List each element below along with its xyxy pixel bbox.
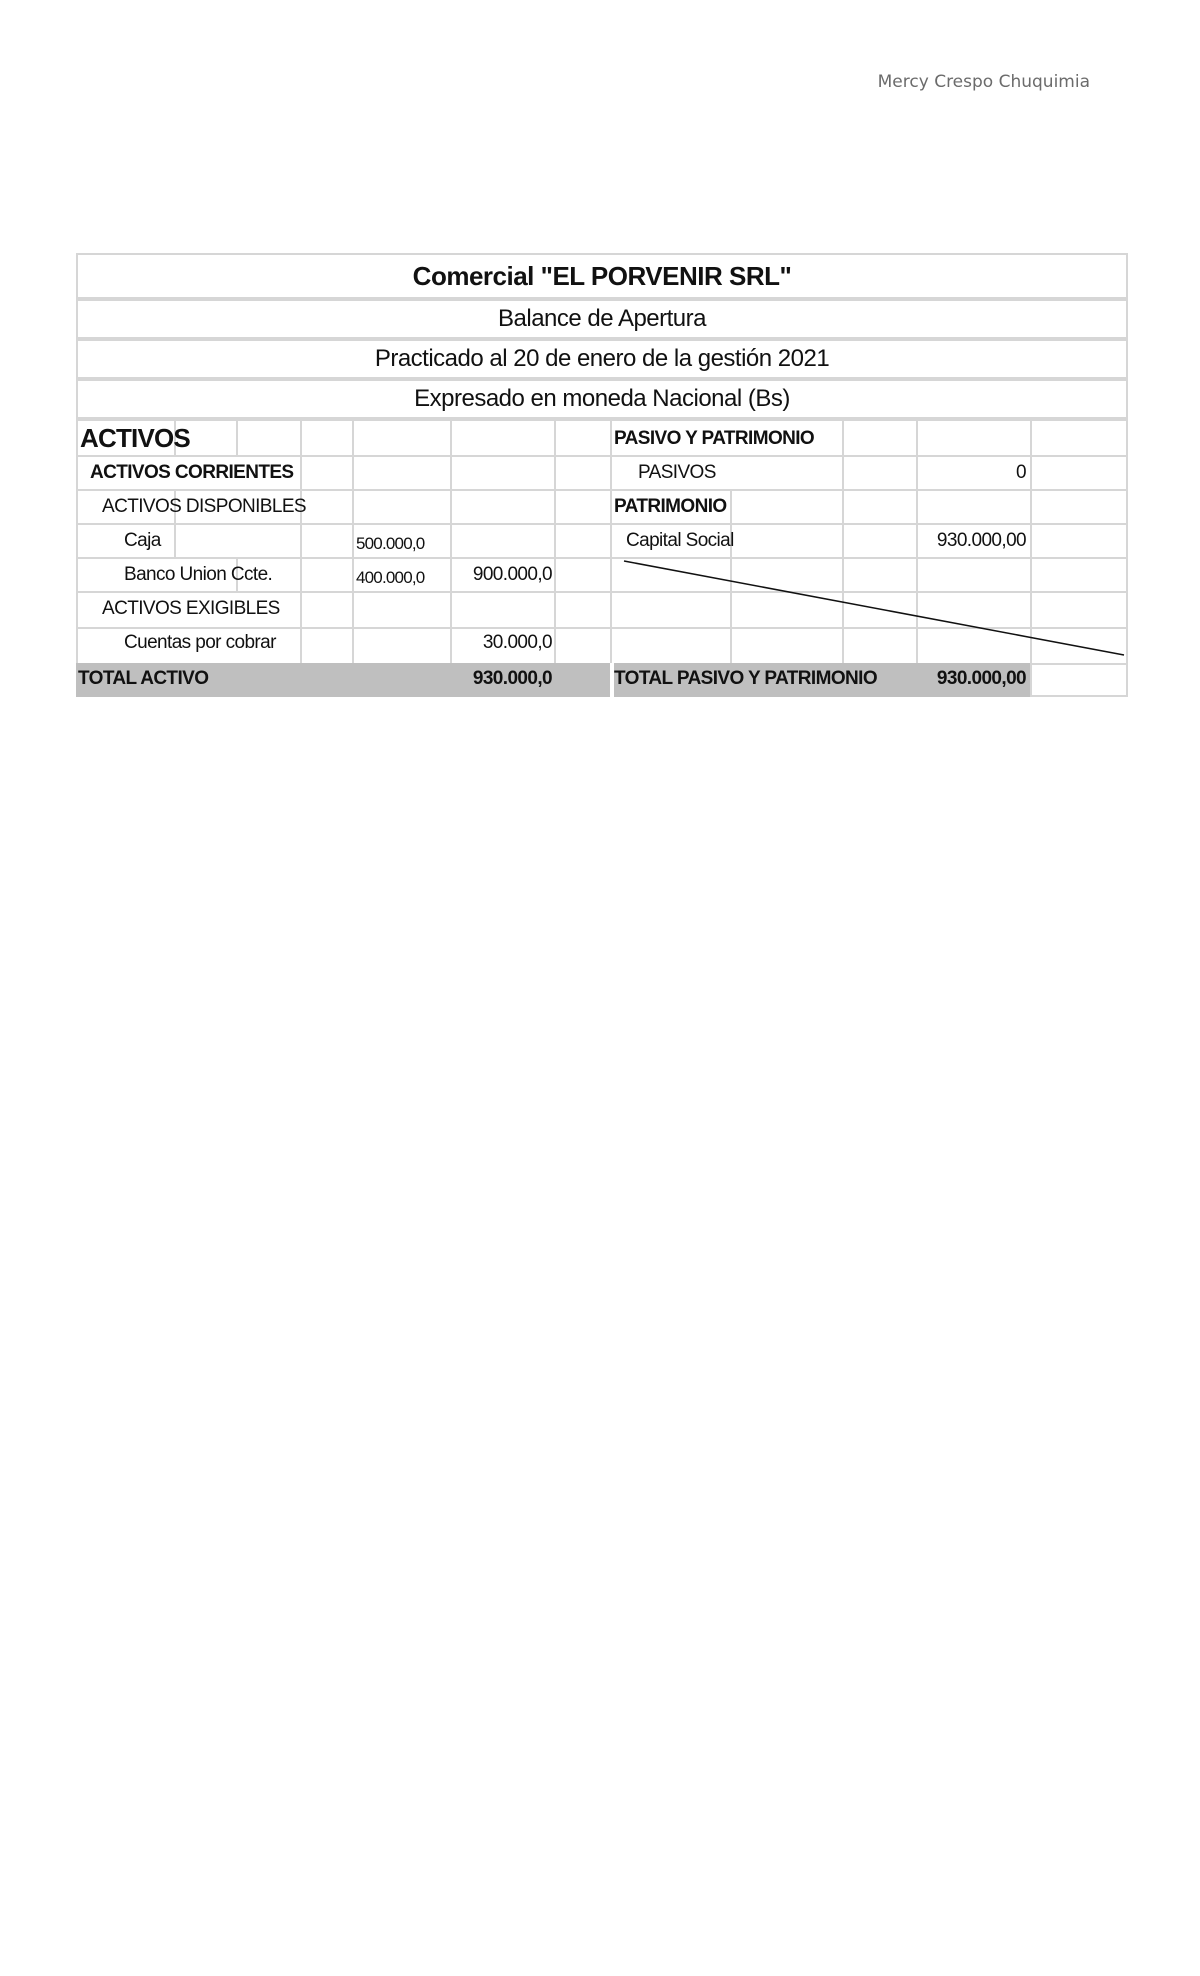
cuentas-label: Cuentas por cobrar <box>124 632 276 653</box>
report-currency: Expresado en moneda Nacional (Bs) <box>76 379 1128 419</box>
caja-label: Caja <box>124 530 161 551</box>
capital-social-value: 930.000,00 <box>936 530 1026 551</box>
total-activo-label: TOTAL ACTIVO <box>78 668 209 689</box>
activos-disponibles-label: ACTIVOS DISPONIBLES <box>102 496 306 517</box>
author-name: Mercy Crespo Chuquimia <box>877 72 1090 92</box>
activos-heading: ACTIVOS <box>80 423 190 453</box>
balance-sheet <box>76 253 1128 697</box>
activos-corrientes-label: ACTIVOS CORRIENTES <box>90 462 294 483</box>
caja-value: 500.000,0 <box>356 534 425 553</box>
exigibles-subtotal: 30.000,0 <box>482 632 552 653</box>
pasivos-label: PASIVOS <box>638 462 716 483</box>
activos-exigibles-label: ACTIVOS EXIGIBLES <box>102 598 280 619</box>
balance-grid <box>76 419 1128 697</box>
total-pasivo-value: 930.000,00 <box>936 668 1026 689</box>
disponibles-subtotal: 900.000,0 <box>472 564 552 585</box>
pasivo-patrimonio-heading: PASIVO Y PATRIMONIO <box>614 428 815 449</box>
report-subtitle: Balance de Apertura <box>76 299 1128 339</box>
company-title: Comercial "EL PORVENIR SRL" <box>76 253 1128 299</box>
report-date: Practicado al 20 de enero de la gestión 2021 <box>76 339 1128 379</box>
pasivos-value: 0 <box>1016 462 1026 483</box>
total-activo-value: 930.000,0 <box>472 668 552 689</box>
patrimonio-heading: PATRIMONIO <box>614 496 727 517</box>
banco-value: 400.000,0 <box>356 568 425 587</box>
capital-social-label: Capital Social <box>626 530 734 551</box>
total-pasivo-label: TOTAL PASIVO Y PATRIMONIO <box>614 668 877 689</box>
banco-label: Banco Union Ccte. <box>124 564 273 585</box>
cancel-diagonal-line <box>76 419 1128 697</box>
